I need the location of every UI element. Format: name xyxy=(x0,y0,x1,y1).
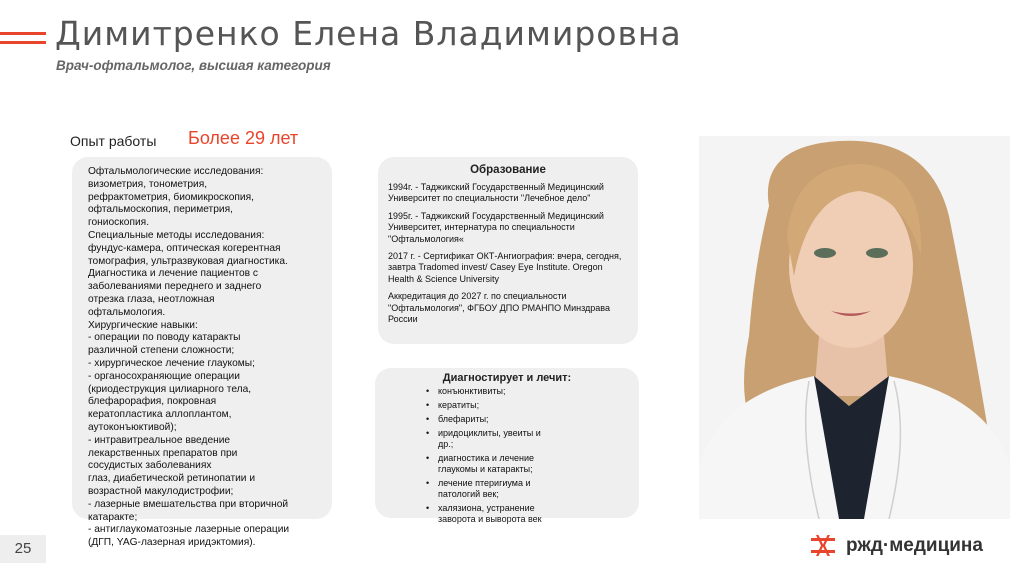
competency-line: - органосохраняющие операции xyxy=(88,370,240,382)
competency-line: - интравитреальное введение xyxy=(88,434,231,446)
diagnosis-item: • диагностика и лечение глаукомы и катаракты; xyxy=(426,453,556,475)
competency-line: Офтальмологические исследования: xyxy=(88,166,264,177)
logo-text: ржд·медицина xyxy=(846,535,983,556)
education-entry: 2017 г. - Сертификат ОКТ-Ангиография: вчера, сегодня, завтра Tradomed invest/ Casey Eye Institute. Oregon Health & Science University xyxy=(388,251,622,284)
competency-line: (ДГП, YAG-лазерная иридэктомия). xyxy=(88,537,256,549)
competency-line: фундус-камера, оптическая когерентная xyxy=(88,242,281,254)
competency-line: глаз, диабетической ретинопатии и xyxy=(88,473,256,485)
diagnosis-item: • блефариты; xyxy=(426,414,556,425)
competency-line: офтальмология. xyxy=(88,306,166,318)
diagnosis-item: • кератиты; xyxy=(426,400,556,411)
competency-line: заболеваниями переднего и заднего xyxy=(88,281,262,293)
rzd-medicina-logo xyxy=(808,533,1008,559)
competency-line: Диагностика и лечение пациентов с xyxy=(88,268,259,280)
competencies-text xyxy=(88,166,320,550)
doctor-photo xyxy=(699,136,1010,519)
competency-line: (криодеструкция цилиарного тела, xyxy=(88,383,252,395)
experience-label: Опыт работы xyxy=(70,133,157,149)
competency-line: Специальные методы исследования: xyxy=(88,229,265,241)
competency-line: блефарорафия, покровная xyxy=(88,396,217,408)
competency-line: Хирургические навыки: xyxy=(88,319,198,331)
diagnosis-item: • лечение птеригиума и патологий век; xyxy=(426,478,556,500)
competency-line: офтальмоскопия, периметрия, xyxy=(88,204,233,216)
page-number: 25 xyxy=(0,535,46,563)
accent-bars xyxy=(0,32,46,50)
diagnosis-item: • конъюнктивиты; xyxy=(426,386,556,397)
accent-bar-top xyxy=(0,32,46,35)
diagnosis-item: • иридоциклиты, увеиты и др.; xyxy=(426,428,556,450)
competency-line: отрезка глаза, неотложная xyxy=(88,293,215,305)
education-card xyxy=(378,157,638,344)
doctor-position: Врач-офтальмолог, высшая категория xyxy=(56,58,331,73)
competency-line: возрастной макулодистрофии; xyxy=(88,485,234,497)
competency-line: гониоскопия. xyxy=(88,217,150,229)
education-title: Образование xyxy=(470,164,546,176)
competency-line: визометрия, тонометрия, xyxy=(88,178,208,190)
rzd-logo-icon xyxy=(808,533,838,559)
competency-line: - лазерные вмешательства при вторичной xyxy=(88,498,289,510)
diagnoses-list xyxy=(426,386,556,528)
competency-line: - операции по поводу катаракты xyxy=(88,332,241,344)
competency-line: рефрактометрия, биомикроскопия, xyxy=(88,191,254,203)
competency-line: различной степени сложности; xyxy=(88,345,235,357)
competency-line: кератопластика аллоплантом, xyxy=(88,409,232,421)
accent-bar-bottom xyxy=(0,41,46,44)
competency-line: сосудистых заболеваниях xyxy=(88,460,212,472)
competency-line: лекарственных препаратов при xyxy=(88,447,238,459)
experience-value: Более 29 лет xyxy=(188,128,299,148)
competency-line: томография, ультразвуковая диагностика. xyxy=(88,255,288,267)
doctor-name: Димитренко Елена Владимировна xyxy=(55,14,682,53)
competency-line: - антиглаукоматозные лазерные операции xyxy=(88,524,290,536)
diagnoses-title: Диагностирует и лечит: xyxy=(442,372,572,384)
competency-line: аутоконъюктивой); xyxy=(88,421,177,433)
diagnosis-item: • халязиона, устранение заворота и выворота век xyxy=(426,503,556,525)
education-entry: 1995г. - Таджикский Государственный Медицинский Университет, интернатура по специальности "Офтальмология« xyxy=(388,210,604,244)
education-entry: Аккредитация до 2027 г. по специальности "Офтальмология", ФГБОУ ДПО РМАНПО Минздрава России xyxy=(388,291,610,325)
competency-line: - хирургическое лечение глаукомы; xyxy=(88,357,255,369)
education-entry: 1994г. - Таджикский Государственный Медицинский Университет по специальности "Лечебное дело" xyxy=(388,182,604,204)
competency-line: катаракте; xyxy=(88,511,138,523)
